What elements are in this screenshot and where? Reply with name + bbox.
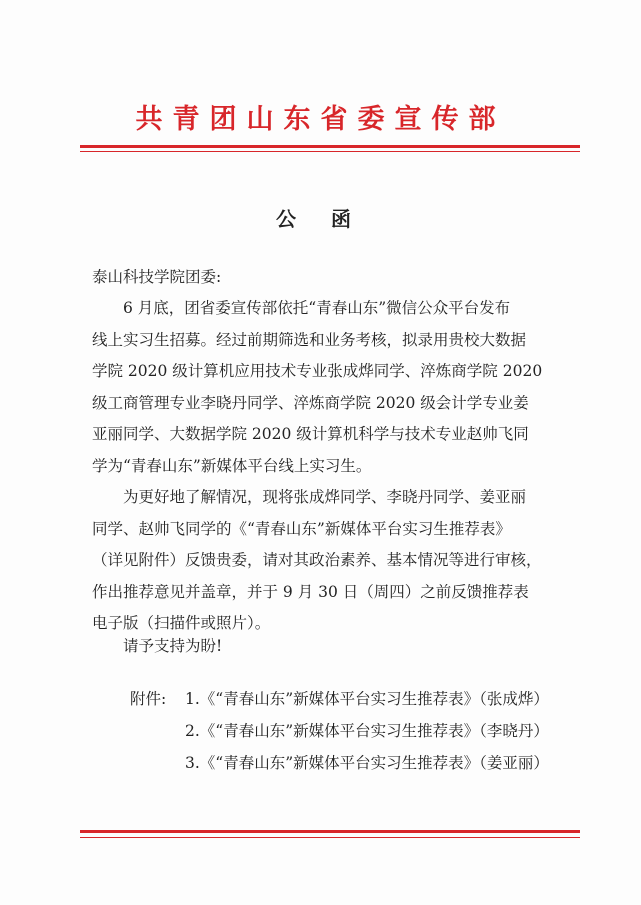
paragraph-1-line: 学为“青春山东”新媒体平台线上实习生。 xyxy=(92,456,372,475)
paragraph-1-line: 6 月底，团省委宣传部依托“青春山东”微信公众平台发布 xyxy=(123,299,511,317)
paragraph-3-line: 请予支持为盼! xyxy=(123,637,223,655)
paragraph-1-line: 级工商管理专业李晓丹同学、淬炼商学院 2020 级会计学专业姜 xyxy=(92,393,529,412)
footer-rule-thin xyxy=(80,837,580,838)
footer-rule-thick xyxy=(80,830,580,833)
paragraph-2-line: 同学、赵帅飞同学的《“青春山东”新媒体平台实习生推荐表》 xyxy=(92,519,511,538)
attachments-label: 附件: xyxy=(130,690,167,708)
paragraph-2-line: 为更好地了解情况，现将张成烨同学、李晓丹同学、姜亚丽 xyxy=(123,488,527,506)
document-title: 公 函 xyxy=(276,207,365,231)
paragraph-3 xyxy=(92,631,592,663)
paragraph-2-line: 作出推荐意见并盖章，并于 9 月 30 日（周四）之前反馈推荐表 xyxy=(92,582,529,601)
paragraph-2 xyxy=(92,482,592,640)
attachment-item: 3.《“青春山东”新媒体平台实习生推荐表》（姜亚丽） xyxy=(185,754,549,772)
letterhead-rule-thick xyxy=(80,145,580,148)
attachment-item: 2.《“青春山东”新媒体平台实习生推荐表》（李晓丹） xyxy=(185,722,549,740)
paragraph-1-line: 亚丽同学、大数据学院 2020 级计算机科学与技术专业赵帅飞同 xyxy=(92,425,529,443)
paragraph-2-line: 电子版（扫描件或照片）。 xyxy=(92,614,271,632)
letterhead-rule-thin xyxy=(80,151,580,152)
letterhead-title: 共青团山东省委宣传部 xyxy=(135,104,506,135)
attachment-item: 1.《“青春山东”新媒体平台实习生推荐表》（张成烨） xyxy=(185,690,549,708)
salutation: 泰山科技学院团委: xyxy=(92,268,222,286)
paragraph-2-line: （详见附件）反馈贵委，请对其政治素养、基本情况等进行审核， xyxy=(92,551,542,569)
paragraph-1 xyxy=(92,293,592,482)
paragraph-1-line: 线上实习生招募。经过前期筛选和业务考核，拟录用贵校大数据 xyxy=(92,330,527,349)
paragraph-1-line: 学院 2020 级计算机应用技术专业张成烨同学、淬炼商学院 2020 xyxy=(92,362,543,380)
